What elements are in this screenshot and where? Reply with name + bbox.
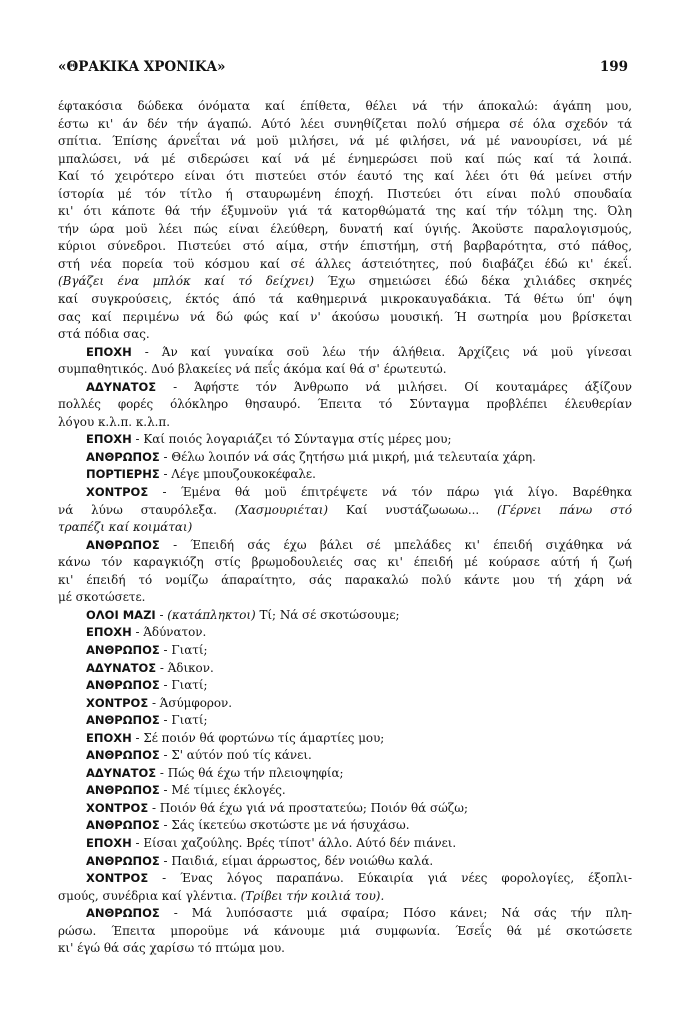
line-text: - Έμένα θά μοϋ έπιτρέψετε νά τόν πάρω γιά λίγο. Βαρέθηκα	[148, 485, 632, 500]
line-text: - Γιατί;	[159, 642, 208, 657]
paragraph	[58, 98, 632, 344]
line-text: - Είσαι χαζούλης. Βρές τίποτ' άλλο. Αύτό δέν πιάνει.	[131, 835, 457, 850]
text-line	[58, 817, 632, 835]
paragraph	[58, 747, 632, 765]
text-line	[58, 519, 632, 537]
text-line	[58, 168, 632, 186]
speaker-name: ΑΝΘΡΩΠΟΣ	[86, 537, 160, 552]
paragraph	[58, 800, 632, 818]
paragraph	[58, 624, 632, 642]
text-line	[58, 677, 632, 695]
paragraph	[58, 712, 632, 730]
line-text: έφτακόσια δώδεκα όνόματα καί έπίθετα, θέλει νά τήν άποκαλώ: άγάπη μου,	[58, 99, 632, 113]
line-text: έστω κι' άν δέν τήν άγαπώ. Αύτό λέει συνηθίζεται πολύ σήμερα σέ όλα σχεδόν τά	[58, 116, 632, 131]
line-text: κάνω τόν καραγκιόζη στίς βρωμοδουλειές σας κι' έπειδή μέ κούρασε αύτή ή ζωή	[58, 555, 632, 570]
speaker-name: ΑΝΘΡΩΠΟΣ	[86, 678, 160, 693]
speaker-name: ΑΝΘΡΩΠΟΣ	[86, 713, 160, 728]
text-line	[58, 572, 632, 590]
stage-direction: (Βγάζει ένα μπλόκ καί τό δείχνει)	[58, 274, 315, 289]
stage-direction: τραπέζι καί κοιμάται)	[58, 520, 193, 535]
line-text: κύριοι σύνεδροι. Πιστεύει στό αίμα, στήν έπιστήμη, στή βαρβαρότητα, στό πάθος,	[58, 239, 632, 254]
text-line	[58, 712, 632, 730]
page-number: 199	[599, 59, 628, 75]
line-text: - Θέλω λοιπόν νά σάς ζητήσω μιά μικρή, μιά τελευταία χάρη.	[159, 449, 536, 464]
journal-title: «ΘΡΑΚΙΚΑ ΧΡΟΝΙΚΑ»	[58, 59, 226, 75]
paragraph	[58, 677, 632, 695]
paragraph	[58, 765, 632, 783]
text-line	[58, 888, 632, 906]
text-line	[58, 116, 632, 134]
speaker-name: ΕΠΟΧΗ	[86, 432, 132, 447]
paragraph	[58, 607, 632, 625]
speaker-name: ΑΔΥΝΑΤΟΣ	[86, 765, 157, 780]
text-line	[58, 466, 632, 484]
line-text: μέ σκοτώσετε.	[58, 590, 146, 605]
line-text: ρώσω. Έπειτα μποροϋμε νά κάνουμε μιά συμφωνία. Έσεΐς θά μέ σκοτώσετε	[58, 923, 632, 938]
text-line	[58, 940, 632, 958]
text-line	[58, 747, 632, 765]
line-text: - Γιατί;	[159, 713, 208, 728]
line-text: - Καί ποιός λογαριάζει τό Σύνταγμα στίς μέρες μου;	[131, 432, 452, 447]
text-line	[58, 98, 632, 116]
line-text: συμπαθητικός. Δυό βλακείες νά πεΐς άκόμα καί θά σ' έρωτευτώ.	[58, 362, 447, 377]
page-body	[58, 98, 632, 958]
speaker-name: ΑΝΘΡΩΠΟΣ	[86, 783, 160, 798]
line-text: - Ένας λόγος παραπάνω. Εύκαιρία γιά νέες φορολογίες, έξοπλι-	[148, 871, 632, 886]
line-text: - Έπειδή σάς έχω βάλει σέ μπελάδες κι' έπειδή σιχάθηκα νά	[159, 537, 632, 552]
line-text: κι' έγώ θά σάς χαρίσω τό πτώμα μου.	[58, 941, 285, 956]
line-text: -	[155, 607, 168, 622]
text-line	[58, 221, 632, 239]
line-text: Καί τό χειρότερο είναι ότι πιστεύει στόν έαυτό της καί λέει ότι θά μείνει στήν	[58, 169, 632, 184]
paragraph	[58, 730, 632, 748]
text-line	[58, 379, 632, 397]
text-line	[58, 344, 632, 362]
line-text: - Ποιόν θά έχω γιά νά προστατεύω; Ποιόν θά σώζω;	[148, 800, 468, 815]
speaker-name: ΑΔΥΝΑΤΟΣ	[86, 379, 157, 394]
paragraph	[58, 449, 632, 467]
text-line	[58, 256, 632, 274]
text-line	[58, 361, 632, 379]
paragraph	[58, 537, 632, 607]
text-line	[58, 502, 632, 520]
text-line	[58, 695, 632, 713]
text-line	[58, 905, 632, 923]
paragraph	[58, 782, 632, 800]
text-line	[58, 835, 632, 853]
speaker-name: ΑΝΘΡΩΠΟΣ	[86, 642, 160, 657]
text-line	[58, 800, 632, 818]
line-text: - Άσύμφορον.	[148, 695, 233, 710]
text-line	[58, 326, 632, 344]
speaker-name: ΕΠΟΧΗ	[86, 835, 132, 850]
speaker-name: ΑΝΘΡΩΠΟΣ	[86, 748, 160, 763]
speaker-name: ΑΝΘΡΩΠΟΣ	[86, 853, 160, 868]
speaker-name: ΕΠΟΧΗ	[86, 625, 132, 640]
paragraph	[58, 853, 632, 871]
line-text: - Γιατί;	[159, 678, 208, 693]
line-text: τήν ώρα μοϋ λέει πώς είναι έλεύθερη, δυνατή καί ύγιής. Άκοϋστε παραλογισμούς,	[58, 221, 632, 236]
speaker-name: ΕΠΟΧΗ	[86, 344, 132, 359]
line-text: σας καί περιμένω νά δώ φώς καί ν' άκούσω μουσική. Ή σωτηρία μου βρίσκεται	[58, 309, 632, 324]
line-text: σμούς, συνέδρια καί γλέντια.	[58, 888, 241, 903]
line-text: - Λέγε μπουζουκοκέφαλε.	[159, 467, 316, 482]
line-text: - Παιδιά, είμαι άρρωστος, δέν νοιώθω καλά.	[159, 853, 434, 868]
text-line	[58, 396, 632, 414]
line-text: στή νέα πορεία τοϋ κόσμου καί σέ άλλες άστειότητες, πού διαβάζει έδώ κι' έκεΐ.	[58, 256, 632, 271]
paragraph	[58, 344, 632, 379]
text-line	[58, 291, 632, 309]
line-text: Έχω σημειώσει έδώ δέκα χιλιάδες σκηνές	[314, 274, 632, 289]
speaker-name: ΧΟΝΤΡΟΣ	[86, 485, 149, 500]
speaker-name: ΧΟΝΤΡΟΣ	[86, 871, 149, 886]
paragraph	[58, 695, 632, 713]
paragraph	[58, 835, 632, 853]
paragraph	[58, 660, 632, 678]
text-line	[58, 238, 632, 256]
line-text: - Άν καί γυναίκα σοϋ λέω τήν άλήθεια. Άρχίζεις νά μοϋ γίνεσαι	[131, 344, 632, 359]
speaker-name: ΧΟΝΤΡΟΣ	[86, 800, 149, 815]
line-text: - Άδύνατον.	[131, 625, 207, 640]
line-text: πολλές φορές όλόκληρο θησαυρό. Έπειτα τό Σύνταγμα προβλέπει έλευθερίαν	[58, 397, 632, 412]
paragraph	[58, 379, 632, 432]
line-text: Τί; Νά σέ σκοτώσουμε;	[255, 607, 400, 622]
text-line	[58, 730, 632, 748]
line-text: κι' ότι κάποτε θά τήν έξυμνοϋν γιά τά κατορθώματά της καί τήν τόλμη της. Όλη	[58, 204, 632, 219]
text-line	[58, 273, 632, 291]
text-line	[58, 537, 632, 555]
text-line	[58, 484, 632, 502]
line-text: - Σάς ίκετεύω σκοτώστε με νά ήσυχάσω.	[159, 818, 410, 833]
line-text: - Μέ τίμιες έκλογές.	[159, 783, 286, 798]
stage-direction: (Γέρνει πάνω στό	[497, 502, 632, 517]
line-text: - Σ' αύτόν πού τίς κάνει.	[159, 748, 312, 763]
paragraph	[58, 905, 632, 958]
text-line	[58, 203, 632, 221]
text-line	[58, 554, 632, 572]
line-text: στά πόδια σας.	[58, 327, 150, 342]
stage-direction: (Χασμουριέται)	[234, 502, 329, 517]
speaker-name: ΑΝΘΡΩΠΟΣ	[86, 906, 160, 921]
line-text: σπίτια. Έπίσης άρνεΐται νά μοϋ μιλήσει, νά μέ φιλήσει, νά μέ νανουρίσει, νά μέ	[58, 134, 632, 149]
line-text: λόγου κ.λ.π. κ.λ.π.	[58, 414, 170, 429]
text-line	[58, 186, 632, 204]
speaker-name: ΑΝΘΡΩΠΟΣ	[86, 449, 160, 464]
text-line	[58, 853, 632, 871]
paragraph	[58, 466, 632, 484]
paragraph	[58, 431, 632, 449]
line-text: Καί νυστάζωωωω...	[328, 502, 498, 517]
text-line	[58, 624, 632, 642]
paragraph	[58, 484, 632, 537]
line-text: καί συγκρούσεις, έκτός άπό τά καθημερινά μικροκαυγαδάκια. Τά θέτω ύπ' όψη	[58, 292, 632, 307]
text-line	[58, 607, 632, 625]
line-text: μπαλώσει, νά μέ σιδερώσει καί νά μέ ένημερώσει ποϋ καί πώς καί τά λοιπά.	[58, 151, 632, 166]
line-text: - Μά λυπόσαστε μιά σφαίρα; Πόσο κάνει; Νά σάς τήν πλη-	[159, 906, 632, 921]
line-text: νά λύνω σταυρόλεξα.	[58, 502, 235, 517]
text-line	[58, 923, 632, 941]
text-line	[58, 414, 632, 432]
speaker-name: ΧΟΝΤΡΟΣ	[86, 695, 149, 710]
text-line	[58, 431, 632, 449]
text-line	[58, 782, 632, 800]
line-text: - Σέ ποιόν θά φορτώνω τίς άμαρτίες μου;	[131, 730, 385, 745]
stage-direction: (κατάπληκτοι)	[167, 607, 256, 622]
text-line	[58, 309, 632, 327]
text-line	[58, 133, 632, 151]
line-text: - Πώς θά έχω τήν πλειοψηφία;	[156, 765, 344, 780]
text-line	[58, 589, 632, 607]
running-header	[58, 59, 628, 75]
text-line	[58, 151, 632, 169]
line-text: - Άδικον.	[156, 660, 214, 675]
speaker-name: ΕΠΟΧΗ	[86, 730, 132, 745]
paragraph	[58, 870, 632, 905]
text-line	[58, 660, 632, 678]
text-line	[58, 642, 632, 660]
text-line	[58, 870, 632, 888]
paragraph	[58, 817, 632, 835]
text-line	[58, 449, 632, 467]
line-text: κι' έπειδή τό νομίζω άπαραίτητο, σάς παρακαλώ πολύ κάντε μου τή χάρη νά	[58, 572, 632, 587]
text-line	[58, 765, 632, 783]
speaker-name: ΑΔΥΝΑΤΟΣ	[86, 660, 157, 675]
paragraph	[58, 642, 632, 660]
speaker-name: ΟΛΟΙ ΜΑΖΙ	[86, 607, 156, 622]
stage-direction: (Τρίβει τήν κοιλιά του).	[240, 888, 385, 903]
speaker-name: ΠΟΡΤΙΕΡΗΣ	[86, 467, 160, 482]
line-text: ίστορία μέ τόν τίτλο ή σταυρωμένη έποχή. Πιστεύει ότι είναι πολύ σπουδαία	[58, 186, 632, 201]
speaker-name: ΑΝΘΡΩΠΟΣ	[86, 818, 160, 833]
line-text: - Άφήστε τόν Άνθρωπο νά μιλήσει. Οί κουταμάρες άξίζουν	[156, 379, 632, 394]
